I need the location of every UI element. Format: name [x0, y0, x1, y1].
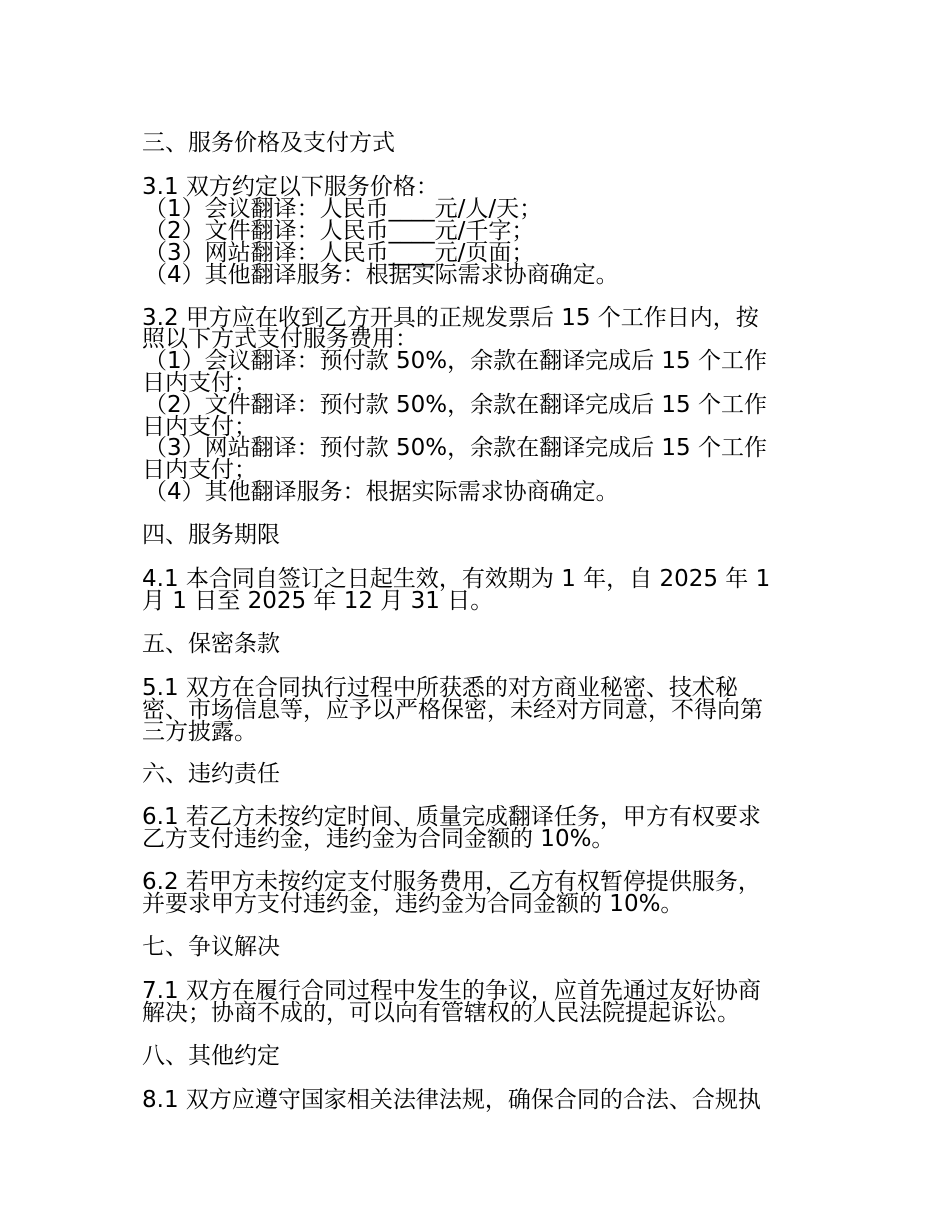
- payment-item-website-line-2: 日内支付；: [142, 457, 257, 483]
- clause-5-1-line-1: 5.1 双方在合同执行过程中所获悉的对方商业秘密、技术秘: [142, 675, 738, 701]
- clause-6-2-line-1: 6.2 若甲方未按约定支付服务费用，乙方有权暂停提供服务，: [142, 869, 761, 895]
- price-item-document: （2）文件翻译：人民币____元/千字；: [144, 218, 535, 244]
- heading-dispute-resolution: 七、争议解决: [142, 934, 280, 960]
- clause-5-1-line-2: 密、市场信息等，应予以严格保密，未经对方同意，不得向第: [142, 697, 763, 723]
- clause-6-1-line-1: 6.1 若乙方未按约定时间、质量完成翻译任务，甲方有权要求: [142, 804, 761, 830]
- heading-other-terms: 八、其他约定: [142, 1043, 280, 1069]
- payment-item-document-line-2: 日内支付；: [142, 414, 257, 440]
- payment-item-meeting-line-2: 日内支付；: [142, 370, 257, 396]
- heading-confidentiality: 五、保密条款: [142, 631, 280, 657]
- clause-7-1-line-1: 7.1 双方在履行合同过程中发生的争议，应首先通过友好协商: [142, 978, 761, 1004]
- clause-7-1-line-2: 解决；协商不成的，可以向有管辖权的人民法院提起诉讼。: [142, 1000, 740, 1026]
- clause-5-1-line-3: 三方披露。: [142, 719, 257, 745]
- heading-price-payment: 三、服务价格及支付方式: [142, 130, 395, 156]
- clause-3-2-line-1: 3.2 甲方应在收到乙方开具的正规发票后 15 个工作日内，按: [142, 305, 759, 331]
- clause-4-1-line-1: 4.1 本合同自签订之日起生效，有效期为 1 年，自 2025 年 1: [142, 566, 771, 592]
- heading-liability: 六、违约责任: [142, 761, 280, 787]
- clause-6-2-line-2: 并要求甲方支付违约金，违约金为合同金额的 10%。: [142, 891, 684, 917]
- clause-3-2-line-2: 照以下方式支付服务费用：: [142, 326, 418, 352]
- clause-4-1-line-2: 月 1 日至 2025 年 12 月 31 日。: [142, 588, 494, 614]
- price-item-other: （4）其他翻译服务：根据实际需求协商确定。: [144, 262, 619, 288]
- payment-item-meeting-line-1: （1）会议翻译：预付款 50%，余款在翻译完成后 15 个工作: [144, 348, 767, 374]
- payment-item-other: （4）其他翻译服务：根据实际需求协商确定。: [144, 479, 619, 505]
- payment-item-document-line-1: （2）文件翻译：预付款 50%，余款在翻译完成后 15 个工作: [144, 392, 767, 418]
- clause-6-1-line-2: 乙方支付违约金，违约金为合同金额的 10%。: [142, 826, 615, 852]
- heading-service-term: 四、服务期限: [142, 522, 280, 548]
- price-item-meeting: （1）会议翻译：人民币____元/人/天；: [144, 196, 543, 222]
- clause-3-1: 3.1 双方约定以下服务价格：: [142, 174, 439, 200]
- price-item-website: （3）网站翻译：人民币____元/页面；: [144, 240, 535, 266]
- clause-8-1-line-1: 8.1 双方应遵守国家相关法律法规，确保合同的合法、合规执: [142, 1087, 761, 1113]
- payment-item-website-line-1: （3）网站翻译：预付款 50%，余款在翻译完成后 15 个工作: [144, 435, 767, 461]
